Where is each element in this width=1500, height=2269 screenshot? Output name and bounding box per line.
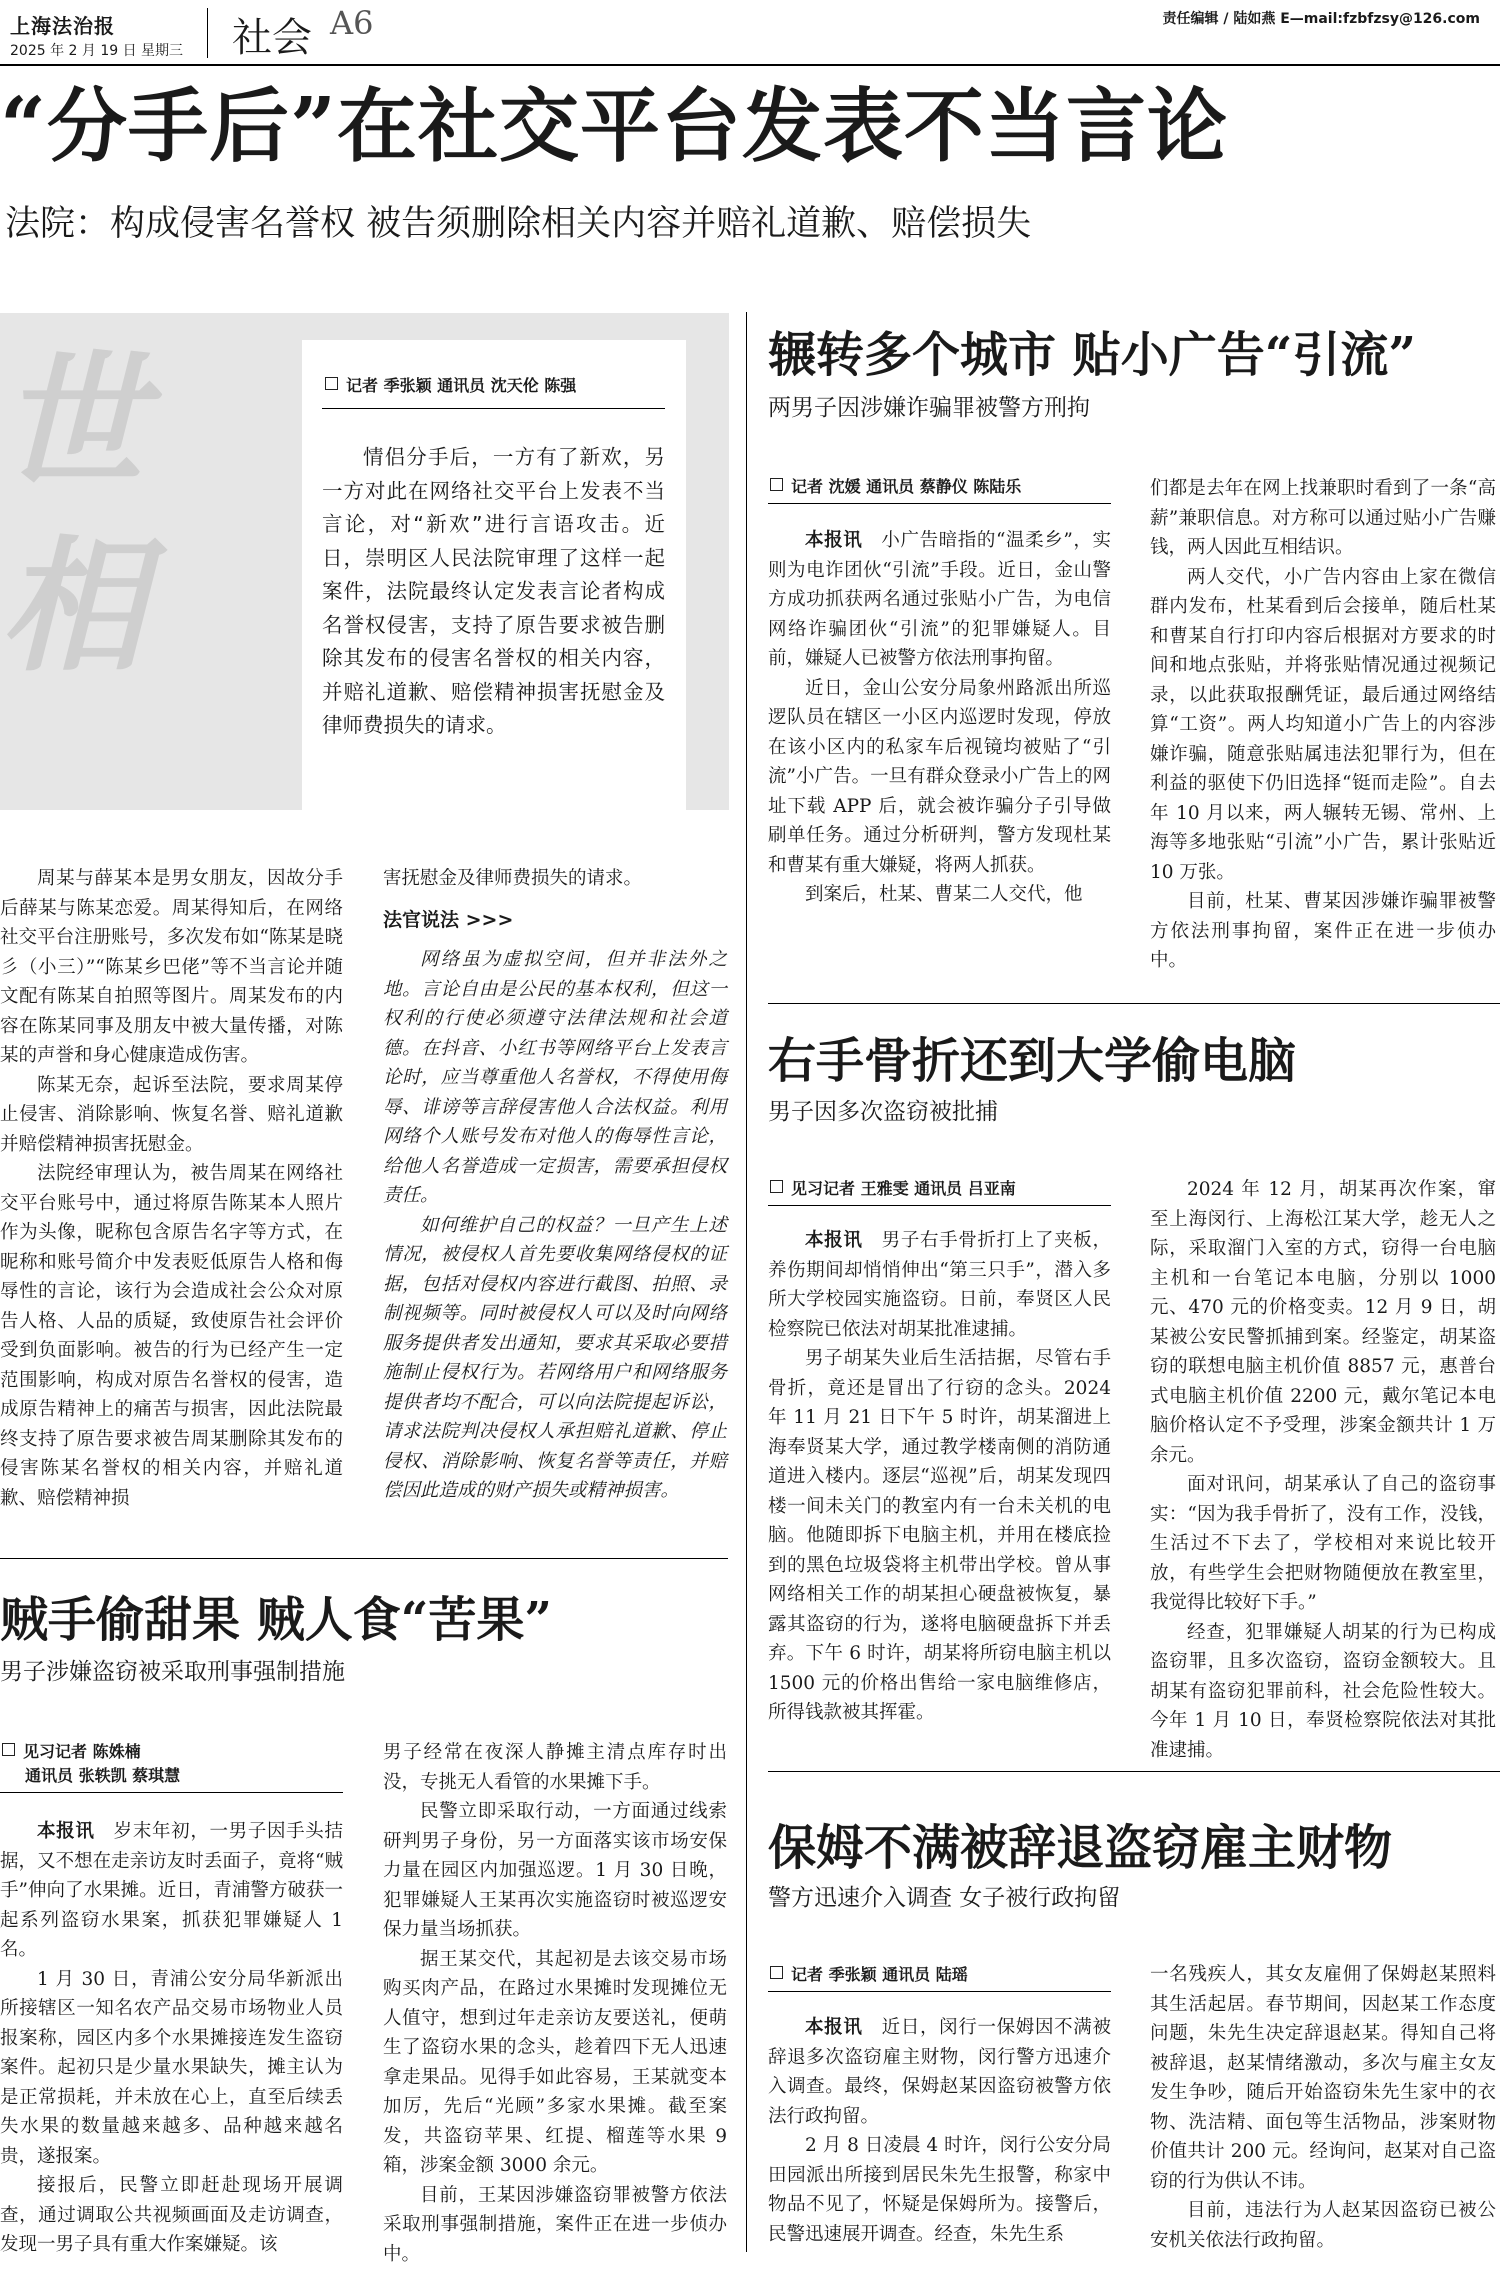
column-divider — [746, 312, 747, 2252]
ads-para: 目前，杜某、曹某因涉嫌诈骗罪被警方依法刑事拘留，案件正在进一步侦办中。 — [1150, 887, 1496, 976]
laptop-col-1 — [768, 1226, 1111, 1728]
ads-lead-text: 小广告暗指的“温柔乡”，实则为电诈团伙“引流”手段。近日，金山警方成功抓获两名通过张贴小广告，为电信网络诈骗团伙“引流”的犯罪嫌疑人。目前，嫌疑人已被警方依法刑事拘留。 — [768, 530, 1111, 669]
laptop-col-2 — [1150, 1175, 1496, 1765]
masthead-rule — [0, 64, 1500, 66]
laptop-para — [768, 1226, 1111, 1344]
byline-box-icon — [2, 1743, 15, 1756]
byline-box-icon — [770, 1180, 783, 1193]
nanny-byline — [770, 1963, 968, 1987]
laptop-lead-text: 男子右手骨折打上了夹板，养伤期间却悄悄伸出“第三只手”，潜入多所大学校园实施盗窃。日前，奉贤区人民检察院已依法对胡某批准逮捕。 — [768, 1230, 1111, 1340]
fruit-byline-line-1 — [2, 1740, 180, 1764]
ads-headline: 辗转多个城市 贴小广告“引流” — [768, 325, 1416, 385]
lead-para: 法院经审理认为，被告周某在网络社交平台账号中，通过将原告陈某本人照片作为头像，昵称包含原告名字等方式，在昵称和账号简介中发表贬低原告人格和侮辱性的言论，该行为会造成社会公众对原告人格、人品的质疑，致使原告社会评价受到负面影响。被告的行为已经产生一定范围影响，构成对原告名誉权的侵害，造成原告精神上的痛苦与损害，因此法院最终支持了原告要求被告周某删除其发布的侵害陈某名誉权的相关内容，并赔礼道歉、赔偿精神损 — [0, 1159, 343, 1513]
laptop-para: 2024 年 12 月，胡某再次作案，窜至上海闵行、上海松江某大学，趁无人之际，采取溜门入室的方式，窃得一台电脑主机和一台笔记本电脑，分别以 1000 元、470 元的价格变卖。12 月 9 日，胡某被公安民警抓捕到案。经鉴定，胡某盗窃的联想电脑主机价值 8857 元，惠普台式电脑主机价值 2200 元，戴尔笔记本电脑价格认定不予受理，涉案金额共计 1 万余元。 — [1150, 1175, 1496, 1470]
section-rule — [0, 1558, 728, 1559]
fruit-subhead: 男子涉嫌盗窃被采取刑事强制措施 — [0, 1657, 345, 1687]
ads-para: 们都是去年在网上找兼职时看到了一条“高薪”兼职信息。对方称可以通过贴小广告赚钱，两人因此互相结识。 — [1150, 474, 1496, 563]
fruit-para — [0, 1817, 343, 1965]
fruit-byline — [2, 1740, 180, 1788]
fruit-byline-line-2: 通讯员 张轶凯 蔡琪慧 — [2, 1764, 180, 1788]
section-name: 社会 — [232, 6, 312, 63]
page-number: A6 — [330, 4, 373, 42]
ads-para: 到案后，杜某、曹某二人交代，他 — [768, 880, 1111, 910]
fruit-col-2 — [383, 1738, 727, 2269]
laptop-para: 男子胡某失业后生活拮据，尽管右手骨折，竟还是冒出了行窃的念头。2024 年 11 月 21 日下午 5 时许，胡某溜进上海奉贤某大学，通过教学楼南侧的消防通道进入楼内。逐层“巡视”后，胡某发现四楼一间未关门的教室内有一台未关机的电脑。他随即拆下电脑主机，并用在楼底捡到的黑色垃圾袋将主机带出学校。曾从事网络相关工作的胡某担心硬盘被恢复，暴露其盗窃的行为，遂将电脑硬盘拆下并丢弃。下午 6 时许，胡某将所窃电脑主机以 1500 元的价格出售给一家电脑维修店，所得钱款被其挥霍。 — [768, 1344, 1111, 1728]
nanny-para: 目前，违法行为人赵某因盗窃已被公安机关依法行政拘留。 — [1150, 2196, 1496, 2255]
fruit-para: 1 月 30 日，青浦公安分局华新派出所接辖区一知名农产品交易市场物业人员报案称，园区内多个水果摊接连发生盗窃案件。起初只是少量水果缺失，摊主认为是正常损耗，并未放在心上，直至后续丢失水果的数量越来越多、品种越来越名贵，遂报案。 — [0, 1965, 343, 2172]
nanny-byline-text: 记者 季张颖 通讯员 陆瑶 — [791, 1965, 968, 1984]
fruit-headline: 贼手偷甜果 贼人食“苦果” — [0, 1590, 552, 1650]
lead-subhead: 法院：构成侵害名誉权 被告须删除相关内容并赔礼道歉、赔偿损失 — [5, 200, 1031, 248]
nanny-subhead: 警方迅速介入调查 女子被行政拘留 — [768, 1883, 1120, 1913]
lead-tag: 本报讯 — [805, 2017, 863, 2038]
fruit-para: 目前，王某因涉嫌盗窃罪被警方依法采取刑事强制措施，案件正在进一步侦办中。 — [383, 2181, 727, 2269]
lead-col-2 — [383, 864, 727, 1506]
ads-para — [768, 526, 1111, 674]
lead-byline — [325, 374, 576, 398]
nanny-para: 一名残疾人，其女友雇佣了保姆赵某照料其生活起居。春节期间，因赵某工作态度问题，朱先生决定辞退赵某。得知自己将被辞退，赵某情绪激动，多次与雇主女友发生争吵，随后开始盗窃朱先生家中的衣物、洗洁精、面包等生活物品，涉案财物价值共计 200 元。经询问，赵某对自己盗窃的行为供认不讳。 — [1150, 1960, 1496, 2196]
judge-para: 网络虽为虚拟空间，但并非法外之地。言论自由是公民的基本权利，但这一权利的行使必须遵守法律法规和社会道德。在抖音、小红书等网络平台上发表言论时，应当尊重他人名誉权，不得使用侮辱、诽谤等言辞侵害他人合法权益。利用网络个人账号发布对他人的侮辱性言论，给他人名誉造成一定损害，需要承担侵权责任。 — [383, 945, 727, 1211]
lead-headline: “分手后”在社交平台发表不当言论 — [0, 76, 1500, 176]
judge-para: 如何维护自己的权益？一旦产生上述情况，被侵权人首先要收集网络侵权的证据，包括对侵权内容进行截图、拍照、录制视频等。同时被侵权人可以及时向网络服务提供者发出通知，要求其采取必要措施制止侵权行为。若网络用户和网络服务提供者均不配合，可以向法院提起诉讼，请求法院判决侵权人承担赔礼道歉、停止侵权、消除影响、恢复名誉等责任，并赔偿因此造成的财产损失或精神损害。 — [383, 1211, 727, 1506]
nanny-para — [768, 2013, 1111, 2131]
judge-heading: 法官说法 >>> — [383, 906, 727, 936]
byline-box-icon — [325, 377, 338, 390]
byline-rule — [768, 1991, 1111, 1992]
fruit-para: 民警立即采取行动，一方面通过线索研判男子身份，另一方面落实该市场安保力量在园区内加强巡逻。1 月 30 日晚，犯罪嫌疑人王某再次实施盗窃时被巡逻安保力量当场抓获。 — [383, 1797, 727, 1945]
laptop-para: 面对讯问，胡某承认了自己的盗窃事实：“因为我手骨折了，没有工作，没钱，生活过不下去了，学校相对来说比较开放，有些学生会把财物随便放在教室里，我觉得比较好下手。” — [1150, 1470, 1496, 1618]
fruit-byline-text: 见习记者 陈姝楠 — [23, 1742, 141, 1761]
ads-subhead: 两男子因涉嫌诈骗罪被警方刑拘 — [768, 393, 1090, 423]
ads-col-1 — [768, 526, 1111, 910]
fruit-para: 男子经常在夜深人静摊主清点库存时出没，专挑无人看管的水果摊下手。 — [383, 1738, 727, 1797]
fruit-para: 据王某交代，其起初是去该交易市场购买肉产品，在路过水果摊时发现摊位无人值守，想到过年走亲访友要送礼，便萌生了盗窃水果的念头，趁着四下无人迅速拿走果品。见得手如此容易，王某就变本加厉，先后“光顾”多家水果摊。截至案发，共盗窃苹果、红提、榴莲等水果 9 箱，涉案金额 3000 余元。 — [383, 1945, 727, 2181]
section-rule — [768, 1003, 1500, 1004]
lead-intro: 情侣分手后，一方有了新欢，另一方对此在网络社交平台上发表不当言论，对“新欢”进行言语攻击。近日，崇明区人民法院审理了这样一起案件，法院最终认定发表言论者构成名誉权侵害，支持了原告要求被告删除其发布的侵害名誉权的相关内容，并赔礼道歉、赔偿精神损害抚慰金及律师费损失的请求。 — [322, 441, 665, 743]
fruit-para: 接报后，民警立即赶赴现场开展调查，通过调取公共视频画面及走访调查，发现一男子具有重大作案嫌疑。该 — [0, 2171, 343, 2260]
nanny-col-2 — [1150, 1960, 1496, 2255]
section-rule — [768, 1771, 1500, 1772]
laptop-byline — [770, 1177, 1016, 1201]
byline-rule — [0, 1792, 343, 1793]
nanny-col-1 — [768, 2013, 1111, 2249]
ads-para: 近日，金山公安分局象州路派出所巡逻队员在辖区一小区内巡逻时发现，停放在该小区内的私家车后视镜均被贴了“引流”小广告。一旦有群众登录小广告上的网址下载 APP 后，就会被诈骗分子引导做刷单任务。通过分析研判，警方发现杜某和曹某有重大嫌疑，将两人抓获。 — [768, 674, 1111, 881]
editor-line: 责任编辑 / 陆如燕 E—mail:fzbfzsy@126.com — [1162, 8, 1480, 28]
lead-tag: 本报讯 — [805, 530, 862, 551]
ads-col-2 — [1150, 474, 1496, 976]
laptop-subhead: 男子因多次盗窃被批捕 — [768, 1097, 998, 1127]
fruit-lead-text: 岁末年初，一男子因手头拮据，又不想在走亲访友时丢面子，竟将“贼手”伸向了水果摊。近日，青浦警方破获一起系列盗窃水果案，抓获犯罪嫌疑人 1 名。 — [0, 1821, 343, 1960]
laptop-para: 经查，犯罪嫌疑人胡某的行为已构成盗窃罪，且多次盗窃，盗窃金额较大。且胡某有盗窃犯罪前科，社会危险性较大。今年 1 月 10 日，奉贤检察院依法对其批准逮捕。 — [1150, 1618, 1496, 1766]
lead-para: 陈某无奈，起诉至法院，要求周某停止侵害、消除影响、恢复名誉、赔礼道歉并赔偿精神损害抚慰金。 — [0, 1071, 343, 1160]
lead-byline-text: 记者 季张颖 通讯员 沈天伦 陈强 — [346, 376, 576, 395]
lead-col-1 — [0, 864, 343, 1513]
lead-para-cont: 害抚慰金及律师费损失的请求。 — [383, 864, 727, 894]
byline-box-icon — [770, 478, 783, 491]
nanny-para: 2 月 8 日凌晨 4 时许，闵行公安分局田园派出所接到居民朱先生报警，称家中物品不见了，怀疑是保姆所为。接警后，民警迅速展开调查。经查，朱先生系 — [768, 2131, 1111, 2249]
masthead-divider — [207, 8, 208, 58]
lead-para: 周某与薛某本是男女朋友，因故分手后薛某与陈某恋爱。周某得知后，在网络社交平台注册账号，多次发布如“陈某是晓彡（小三）”“陈某乡巴佬”等不当言论并随文配有陈某自拍照等图片。周某发布的内容在陈某同事及朋友中被大量传播，对陈某的声誉和身心健康造成伤害。 — [0, 864, 343, 1071]
ads-byline — [770, 475, 1021, 499]
fruit-col-1 — [0, 1817, 343, 2260]
lead-tag: 本报讯 — [37, 1821, 95, 1842]
lead-tag: 本报讯 — [805, 1230, 863, 1251]
byline-box-icon — [770, 1966, 783, 1979]
issue-date: 2025 年 2 月 19 日 星期三 — [10, 40, 183, 60]
nanny-headline: 保姆不满被辞退盗窃雇主财物 — [768, 1818, 1392, 1878]
column-mark: 世相 — [0, 330, 160, 700]
ads-byline-text: 记者 沈媛 通讯员 蔡静仪 陈陆乐 — [791, 477, 1021, 496]
intro-rule — [322, 408, 665, 409]
nanny-lead-text: 近日，闵行一保姆因不满被辞退多次盗窃雇主财物，闵行警方迅速介入调查。最终，保姆赵某因盗窃被警方依法行政拘留。 — [768, 2017, 1111, 2127]
byline-rule — [768, 1205, 1111, 1206]
laptop-headline: 右手骨折还到大学偷电脑 — [768, 1031, 1296, 1091]
laptop-byline-text: 见习记者 王雅雯 通讯员 吕亚南 — [791, 1179, 1016, 1198]
ads-para: 两人交代，小广告内容由上家在微信群内发布，杜某看到后会接单，随后杜某和曹某自行打印内容后根据对方要求的时间和地点张贴，并将张贴情况通过视频记录，以此获取报酬凭证，最后通过网络结算“工资”。两人均知道小广告上的内容涉嫌诈骗，随意张贴属违法犯罪行为，但在利益的驱使下仍旧选择“铤而走险”。自去年 10 月以来，两人辗转无锡、常州、上海等多地张贴“引流”小广告，累计张贴近 10 万张。 — [1150, 563, 1496, 888]
paper-name: 上海法治报 — [10, 10, 115, 39]
byline-rule — [768, 503, 1111, 504]
